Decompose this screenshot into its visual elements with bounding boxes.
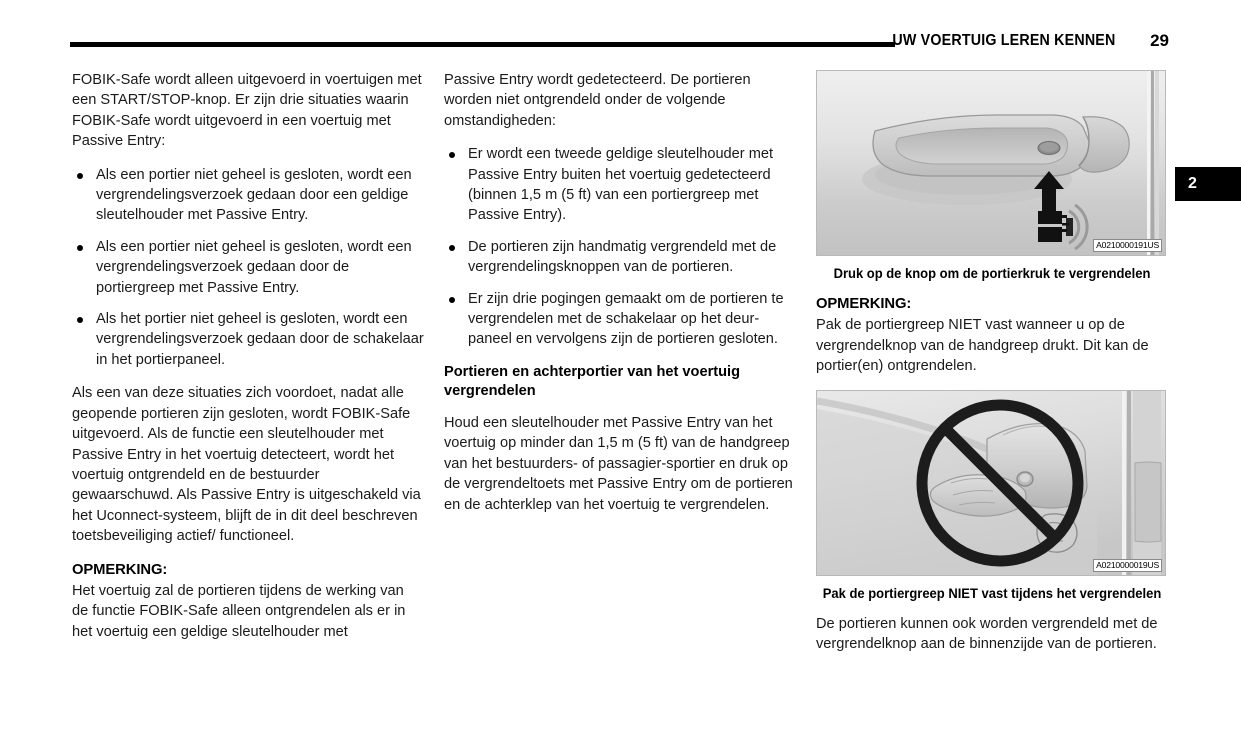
figure-caption: Druk op de knop om de portierkruk te vergrendelen [833,266,1151,281]
figure-reference-code: A0210000019US [1093,559,1162,572]
bullet-list-no-unlock-conditions [444,144,796,350]
page-header [0,0,1241,62]
chapter-tab [1175,167,1241,201]
header-title: UW VOERTUIG LEREN KENNEN [891,32,1115,49]
bullet-list-fobik-situations [72,165,424,371]
paragraph-intro: Passive Entry wordt gedetecteerd. De portieren worden niet ontgrendeld onder de volgende omstandigheden: [444,72,751,129]
page-number: 29 [1150,31,1169,50]
section-heading-lock-doors: Portieren en achterportier van het voertuig vergrendelen [444,363,741,399]
header-rule [70,42,895,47]
figure-caption: Pak de portiergreep NIET vast tijdens het vergrendelen [822,585,1162,601]
list-item: Er wordt een tweede geldige sleutelhouder met Passive Entry buiten het voertuig gedetecteerd (binnen 1,5 m (5 ft) van een portiergreep met Passive Entry). [444,144,796,226]
list-item: Als het portier niet geheel is gesloten, wordt een vergrendelingsverzoek gedaan door de schakelaar in het portierpaneel. [72,309,424,370]
paragraph-closing: De portieren kunnen ook worden vergrendeld met de vergrendelknop aan de binnenzijde van de portieren. [816,615,1158,653]
figure-do-not-grab-handle [816,390,1168,602]
note-text: Het voertuig zal de portieren tijdens de werking van de functie FOBIK-Safe alleen ontgrendelen als er in het voertuig een geldige sleutelhouder met [72,582,406,640]
paragraph-intro: FOBIK-Safe wordt alleen uitgevoerd in voertuigen met een START/STOP-knop. Er zijn drie situaties waarin FOBIK-Safe wordt uitgevoerd in een voertuig met Passive Entry: [72,72,422,150]
note-label: OPMERKING: [72,561,168,578]
list-item: Als een portier niet geheel is gesloten, wordt een vergrendelingsverzoek gedaan door de portiergreep met Passive Entry. [72,237,424,298]
do-not-grab-illustration-svg [817,391,1165,575]
text-column-2 [444,70,796,528]
figure-image-frame [816,390,1166,576]
paragraph-fobik-behavior: Als een van deze situaties zich voordoet, nadat alle geopende portieren zijn gesloten, wordt FOBIK-Safe uitgevoerd. Als de functie een sleutelhouder met Passive Entry in het voertuig detecteert, wordt het voertuig ontgrendeld en de bestuurder gewaarschuwd. Als Passive Entry is uitgeschakeld via het Uconnect-systeem, blijft de in dit deel beschreven toetsbeveiliging actief/ functioneel. [72,385,421,545]
note-block [816,294,1168,377]
text-column-1 [72,70,424,642]
figure-image-frame [816,70,1166,256]
figure-door-handle-lock [816,70,1168,282]
note-text: Pak de portiergreep NIET vast wanneer u op de vergrendelknop van de handgreep drukt. Dit kan de portier(en) ontgrendelen. [816,317,1149,375]
list-item: De portieren zijn handmatig vergrendeld met de vergrendelingsknoppen van de portieren. [444,237,796,278]
door-handle-illustration-svg [817,71,1165,255]
figure-reference-code: A0210000191US [1093,239,1162,252]
list-item: Er zijn drie pogingen gemaakt om de portieren te vergrendelen met de schakelaar op het deur-paneel en vervolgens zijn de portieren gesloten. [444,289,796,350]
chapter-tab-number: 2 [1188,175,1197,192]
list-item: Als een portier niet geheel is gesloten, wordt een vergrendelingsverzoek gedaan door een geldige sleutelhouder met Passive Entry. [72,165,424,226]
paragraph-lock-instructions: Houd een sleutelhouder met Passive Entry van het voertuig op minder dan 1,5 m (5 ft) van de handgreep van het bestuurders- of passagier-sportier en druk op de vergrendeltoets met Passive Entry om de portieren en de achterklep van het voertuig te vergrendelen. [444,414,793,513]
figure-column-3 [816,70,1168,667]
note-label: OPMERKING: [816,296,912,312]
